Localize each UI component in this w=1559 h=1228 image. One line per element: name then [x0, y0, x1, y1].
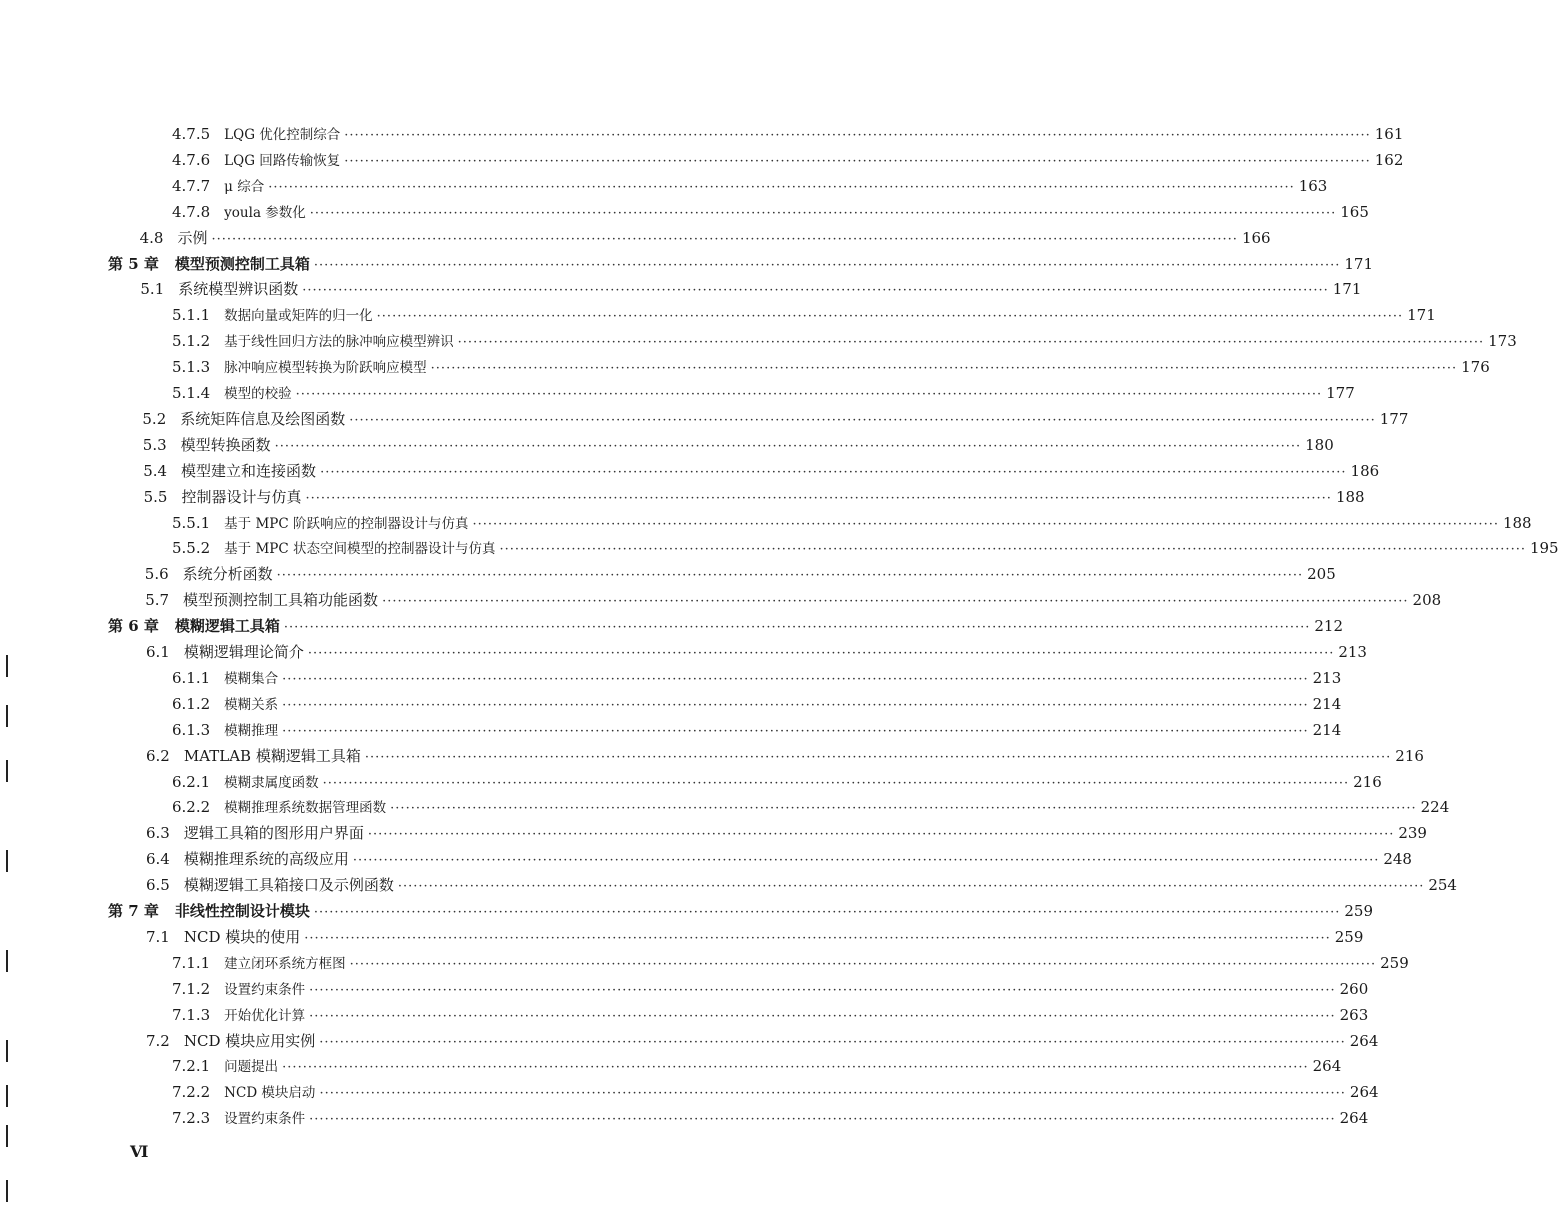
toc-entry — [172, 329, 1517, 353]
toc-entry — [146, 873, 1457, 897]
toc-page-number: 177 — [1379, 409, 1409, 428]
toc-page-number: 216 — [1353, 772, 1382, 791]
scan-margin-mark — [6, 1125, 8, 1147]
toc-number: 6.5 — [146, 876, 170, 895]
toc-number: 5.1.2 — [172, 332, 211, 351]
toc-title: 系统矩阵信息及绘图函数 — [180, 409, 346, 428]
toc-number: 5.5.2 — [172, 539, 211, 558]
toc-entry — [172, 200, 1369, 224]
toc-page-number: 216 — [1395, 746, 1424, 765]
toc-title: NCD 模块应用实例 — [183, 1031, 316, 1050]
toc-title: 模糊推理系统的高级应用 — [183, 850, 349, 869]
scan-margin-mark — [6, 1180, 8, 1202]
dot-leader: ········································································································································································································ — [304, 930, 1331, 946]
toc-title: 脉冲响应模型转换为阶跃响应模型 — [224, 360, 427, 377]
toc-number: 6.3 — [146, 824, 170, 843]
toc-number: 4.7.7 — [172, 176, 211, 195]
scan-margin-mark — [6, 1085, 8, 1107]
toc-entry — [145, 588, 1442, 612]
scan-margin-mark — [6, 950, 8, 972]
toc-entry — [172, 770, 1382, 794]
toc-title: 设置约束条件 — [224, 981, 306, 998]
toc-title: 示例 — [177, 228, 208, 247]
toc-entry — [172, 536, 1559, 560]
toc-title: NCD 模块的使用 — [183, 927, 301, 946]
toc-entry — [172, 511, 1532, 535]
toc-chapter — [108, 614, 1344, 638]
toc-page-number: 195 — [1529, 539, 1559, 558]
toc-title: 模糊逻辑工具箱接口及示例函数 — [183, 876, 394, 895]
dot-leader: ········································································································································································································ — [319, 1034, 1346, 1050]
dot-leader: ········································································································································································································ — [319, 1086, 1346, 1102]
toc-title: 模糊集合 — [224, 670, 279, 687]
dot-leader: ········································································································································································································ — [309, 1008, 1336, 1024]
toc-number: 6.1 — [146, 643, 170, 661]
toc-title: 基于线性回归方法的脉冲响应模型辨识 — [224, 334, 454, 351]
dot-leader: ········································································································································································································ — [344, 128, 1371, 143]
dot-leader: ········································································································································································································ — [472, 516, 1499, 532]
scan-margin-mark — [6, 705, 8, 727]
page-number: Ⅵ — [130, 1142, 149, 1161]
dot-leader: ········································································································································································································ — [349, 412, 1376, 428]
dot-leader: ········································································································································································································ — [313, 257, 1341, 273]
toc-page-number: 180 — [1305, 435, 1334, 454]
toc-number: 5.1 — [140, 280, 165, 299]
toc-entry — [172, 174, 1328, 198]
toc-number: 第 7 章 — [108, 902, 159, 920]
toc-title: 非线性控制设计模块 — [174, 902, 310, 920]
dot-leader: ········································································································································································································ — [309, 982, 1336, 998]
toc-title: 开始优化计算 — [224, 1007, 306, 1024]
toc-entry — [172, 148, 1404, 172]
dot-leader: ········································································································································································································ — [430, 361, 1458, 377]
toc-title: 模糊隶属度函数 — [224, 774, 319, 791]
toc-entry — [172, 122, 1404, 146]
toc-number: 5.1.3 — [172, 358, 211, 377]
toc-entry — [142, 407, 1409, 431]
toc-page-number: 171 — [1344, 254, 1374, 273]
toc-number: 6.2.2 — [172, 798, 211, 817]
toc-number: 4.7.6 — [172, 150, 211, 169]
toc-entry — [143, 459, 1380, 483]
toc-page-number: 213 — [1338, 643, 1367, 661]
toc-entry — [172, 1054, 1342, 1078]
toc-entry — [144, 562, 1336, 586]
dot-leader: ········································································································································································································ — [322, 775, 1350, 791]
toc-title: 模糊推理系统数据管理函数 — [224, 800, 387, 817]
dot-leader: ········································································································································································································ — [211, 231, 1238, 247]
toc-page-number: 177 — [1326, 384, 1355, 402]
dot-leader: ········································································································································································································ — [268, 179, 1295, 195]
toc-number: 6.4 — [146, 850, 170, 869]
toc-page-number: 163 — [1298, 176, 1328, 195]
dot-leader: ········································································································································································································ — [349, 956, 1377, 972]
toc-title: 模糊推理 — [224, 722, 279, 739]
dot-leader: ········································································································································································································ — [397, 879, 1425, 895]
toc-title: μ 综合 — [224, 178, 265, 195]
toc-entry — [140, 277, 1362, 301]
dot-leader: ········································································································································································································ — [457, 335, 1485, 351]
toc-number: 5.1.1 — [172, 306, 211, 325]
dot-leader: ········································································································································································································ — [320, 464, 1347, 480]
toc-page-number: 239 — [1398, 824, 1427, 843]
toc-page-number: 214 — [1312, 720, 1342, 739]
dot-leader: ········································································································································································································ — [305, 490, 1332, 506]
toc-number: 6.1.2 — [172, 694, 211, 713]
toc-number: 4.7.8 — [172, 202, 211, 221]
toc-page-number: 264 — [1349, 1031, 1379, 1050]
dot-leader: ········································································································································································································ — [274, 438, 1302, 454]
toc-number: 5.5 — [143, 487, 168, 506]
toc-title: 设置约束条件 — [224, 1111, 306, 1128]
toc-page-number: 263 — [1339, 1005, 1369, 1024]
toc-number: 7.2 — [146, 1031, 170, 1050]
toc-page-number: 208 — [1412, 591, 1442, 610]
scan-margin-mark — [6, 1040, 8, 1062]
toc-title: 模糊关系 — [224, 696, 279, 713]
dot-leader: ········································································································································································································ — [367, 827, 1395, 843]
toc-page-number: 260 — [1339, 979, 1369, 998]
toc-number: 6.1.3 — [172, 720, 211, 739]
toc-entry — [146, 821, 1427, 845]
dot-leader: ········································································································································································································ — [382, 594, 1409, 610]
toc-page-number: 205 — [1307, 565, 1336, 584]
toc-title: 模糊逻辑理论简介 — [183, 643, 304, 661]
toc-title: 模糊逻辑工具箱 — [174, 617, 280, 636]
toc-entry — [142, 433, 1334, 457]
toc-page-number: 212 — [1314, 617, 1344, 636]
toc-title: 控制器设计与仿真 — [181, 487, 302, 506]
toc-page-number: 254 — [1428, 876, 1457, 895]
toc-entry — [146, 847, 1412, 871]
toc-number: 7.2.3 — [172, 1109, 211, 1128]
toc-entry — [172, 692, 1342, 716]
toc-entry — [143, 485, 1365, 509]
toc-page-number: 224 — [1420, 798, 1450, 817]
dot-leader: ········································································································································································································ — [390, 801, 1417, 817]
dot-leader: ········································································································································································································ — [276, 568, 1304, 584]
toc-page-number: 259 — [1334, 927, 1364, 946]
toc-title: NCD 模块启动 — [224, 1085, 316, 1102]
dot-leader: ········································································································································································································ — [295, 387, 1323, 402]
toc-number: 5.1.4 — [172, 384, 211, 402]
toc-entry — [172, 951, 1409, 975]
toc-page-number: 264 — [1312, 1057, 1342, 1076]
dot-leader: ········································································································································································································ — [302, 283, 1329, 299]
toc-page-number: 188 — [1335, 487, 1365, 506]
toc-title: 模型转换函数 — [180, 435, 271, 454]
dot-leader: ········································································································································································································ — [309, 205, 1337, 221]
toc-page-number: 176 — [1461, 358, 1490, 377]
toc-page-number: 259 — [1380, 953, 1409, 972]
toc-title: youla 参数化 — [224, 204, 306, 221]
toc-title: 模型预测控制工具箱 — [174, 254, 310, 273]
toc-title: MATLAB 模糊逻辑工具箱 — [183, 746, 361, 765]
toc-entry — [146, 744, 1424, 768]
toc-number: 7.1.1 — [172, 953, 211, 972]
dot-leader: ········································································································································································································ — [376, 309, 1404, 325]
toc-entry — [172, 795, 1450, 819]
toc-title: 系统模型辨识函数 — [178, 280, 299, 299]
toc-page-number: 213 — [1312, 668, 1342, 687]
dot-leader: ········································································································································································································ — [309, 1112, 1336, 1128]
dot-leader: ········································································································································································································ — [344, 153, 1371, 169]
dot-leader: ········································································································································································································ — [282, 671, 1309, 687]
toc-number: 第 6 章 — [108, 617, 159, 636]
toc-number: 6.2.1 — [172, 772, 211, 791]
toc-entry — [172, 381, 1355, 405]
toc-page-number: 162 — [1374, 150, 1404, 169]
dot-leader: ········································································································································································································ — [307, 646, 1335, 661]
scan-margin-mark — [6, 850, 8, 872]
toc-title: 系统分析函数 — [182, 565, 273, 584]
toc-title: LQG 回路传输恢复 — [224, 152, 341, 169]
toc-number: 5.4 — [143, 461, 168, 480]
toc-title: LQG 优化控制综合 — [224, 127, 341, 143]
dot-leader: ········································································································································································································ — [282, 723, 1309, 739]
toc-entry — [172, 1106, 1369, 1130]
toc-page-number: 248 — [1383, 850, 1412, 869]
toc-number: 7.1.2 — [172, 979, 211, 998]
toc-page-number: 173 — [1488, 332, 1517, 351]
toc-page-number: 264 — [1349, 1083, 1379, 1102]
toc-number: 5.3 — [142, 435, 167, 454]
toc-entry — [172, 666, 1342, 690]
toc-entry — [172, 355, 1490, 379]
toc-page-number: 171 — [1407, 306, 1436, 325]
toc-title: 基于 MPC 状态空间模型的控制器设计与仿真 — [224, 541, 496, 558]
toc-page-number: 166 — [1241, 228, 1271, 247]
toc-title: 逻辑工具箱的图形用户界面 — [183, 824, 364, 843]
toc-title: 基于 MPC 阶跃响应的控制器设计与仿真 — [224, 515, 469, 532]
toc-number: 7.1 — [146, 927, 170, 946]
dot-leader: ········································································································································································································ — [313, 905, 1341, 920]
toc-entry — [146, 1029, 1379, 1053]
dot-leader: ········································································································································································································ — [499, 542, 1526, 558]
toc-page-number: 264 — [1339, 1109, 1369, 1128]
toc-number: 5.6 — [144, 565, 169, 584]
toc-page-number: 171 — [1332, 280, 1362, 299]
toc-entry — [146, 640, 1367, 664]
toc-title: 模型的校验 — [224, 386, 292, 402]
toc-number: 5.7 — [145, 591, 170, 610]
toc-number: 6.1.1 — [172, 668, 211, 687]
toc-number: 5.5.1 — [172, 513, 211, 532]
toc-entry — [172, 977, 1369, 1001]
dot-leader: ········································································································································································································ — [352, 853, 1380, 869]
toc-number: 4.8 — [139, 228, 164, 247]
dot-leader: ········································································································································································································ — [364, 749, 1392, 765]
toc-number: 7.1.3 — [172, 1005, 211, 1024]
dot-leader: ········································································································································································································ — [282, 697, 1309, 713]
toc-entry — [172, 1003, 1369, 1027]
toc-title: 模型预测控制工具箱功能函数 — [183, 591, 379, 610]
toc-title: 模型建立和连接函数 — [181, 461, 317, 480]
toc-number: 第 5 章 — [108, 254, 159, 273]
toc-page-number: 165 — [1340, 202, 1369, 221]
toc-page-number: 188 — [1502, 513, 1532, 532]
toc-number: 5.2 — [142, 409, 167, 428]
toc-entry — [172, 1080, 1379, 1104]
toc-number: 4.7.5 — [172, 125, 211, 143]
toc-entry — [146, 925, 1364, 949]
scan-margin-mark — [6, 655, 8, 677]
toc-entry — [172, 303, 1436, 327]
toc-number: 7.2.1 — [172, 1057, 211, 1076]
toc-chapter — [108, 252, 1374, 276]
toc-title: 问题提出 — [224, 1059, 279, 1076]
dot-leader: ········································································································································································································ — [283, 620, 1311, 636]
toc-entry — [139, 226, 1271, 250]
toc-page-number: 214 — [1312, 694, 1342, 713]
toc-chapter — [108, 899, 1374, 923]
toc-title: 建立闭环系统方框图 — [224, 955, 346, 972]
dot-leader: ········································································································································································································ — [282, 1060, 1309, 1076]
toc-number: 7.2.2 — [172, 1083, 211, 1102]
toc-page-number: 161 — [1374, 125, 1404, 143]
scan-margin-mark — [6, 760, 8, 782]
toc-page-number: 186 — [1350, 461, 1380, 480]
toc-title: 数据向量或矩阵的归一化 — [224, 308, 373, 325]
toc-number: 6.2 — [146, 746, 170, 765]
toc-entry — [172, 718, 1342, 742]
toc-page-number: 259 — [1344, 902, 1374, 920]
